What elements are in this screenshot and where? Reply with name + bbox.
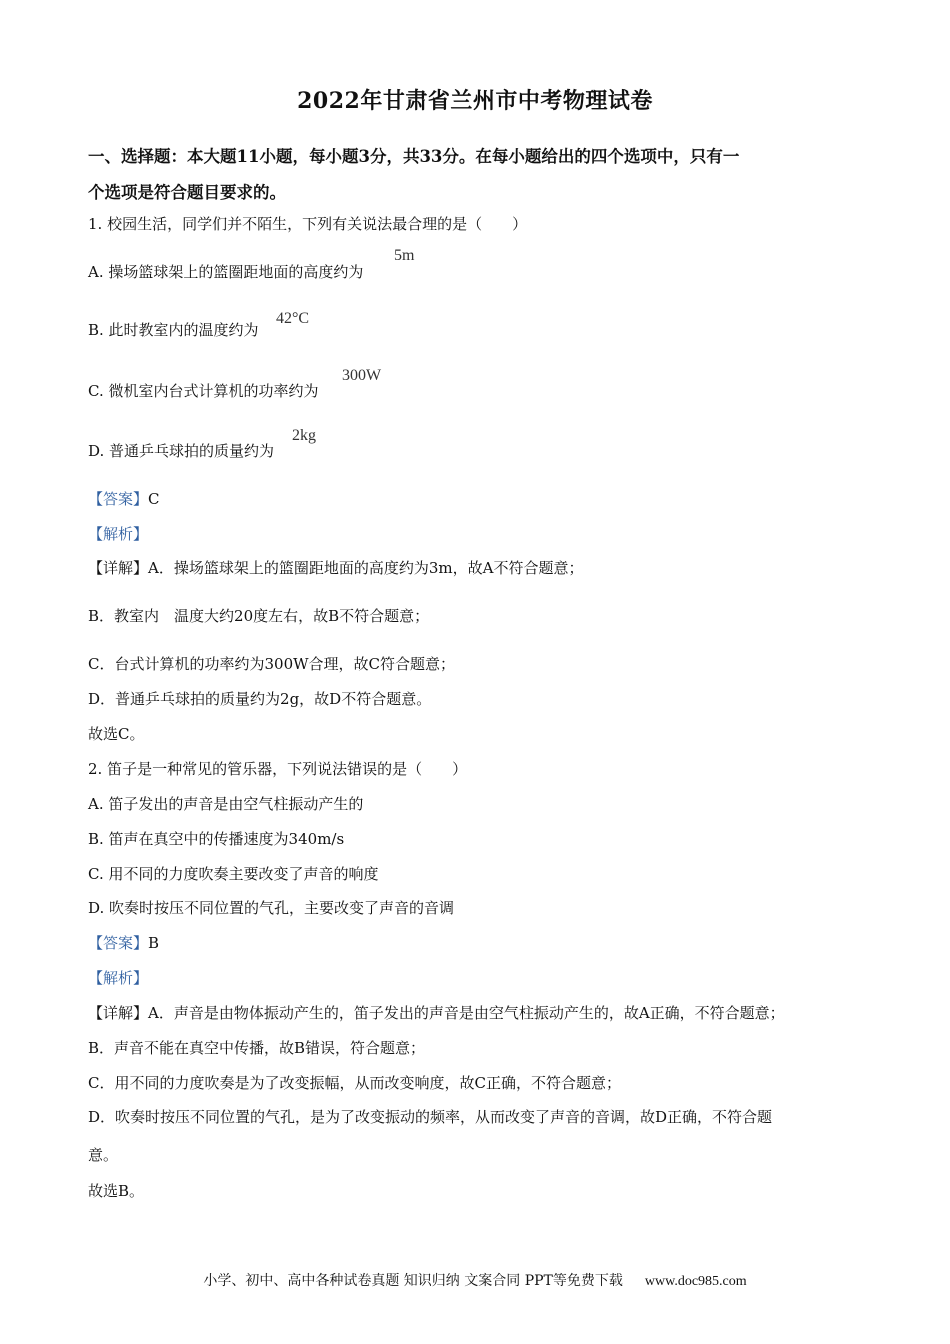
footer-url[interactable]: www.doc985.com (644, 1274, 747, 1289)
q1-detail-tag: 【详解】 (88, 559, 149, 577)
q2-detail-a (88, 1003, 785, 1023)
q2-detail-d: D．吹奏时按压不同位置的气孔，是为了改变振动的频率，从而改变了声音的音调，故D正确，不符合题 (88, 1108, 773, 1126)
q1-conclusion: 故选C。 (88, 725, 145, 743)
q1-option-d-text: D. 普通乒乓球拍的质量约为 (88, 442, 275, 460)
q2-option-c: C. 用不同的力度吹奏主要改变了声音的响度 (88, 865, 379, 883)
q2-detail-c: C．用不同的力度吹奏是为了改变振幅，从而改变响度，故C正确，不符合题意； (88, 1074, 621, 1092)
document-title: 2022年甘肃省兰州市中考物理试卷 (297, 88, 653, 114)
section-heading-line2: 个选项是符合题目要求的。 (88, 183, 286, 202)
q1-option-a-text: A. 操场篮球架上的篮圈距地面的高度约为 (88, 263, 364, 281)
q1-detail-b: B．教室内 温度大约20度左右，故B不符合题意； (88, 607, 430, 625)
q2-answer (88, 933, 159, 953)
question-1-stem: 1. 校园生活，同学们并不陌生，下列有关说法最合理的是（ ） (88, 215, 528, 233)
q1-detail-d: D．普通乒乓球拍的质量约为2g，故D不符合题意。 (88, 690, 432, 708)
q2-detail-d-continued: 意。 (88, 1146, 119, 1164)
q1-answer (88, 489, 160, 509)
q1-option-c-unit: 300W (342, 367, 382, 384)
q2-analysis-tag: 【解析】 (88, 969, 149, 987)
q1-option-a-unit: 5m (394, 247, 415, 264)
q1-option-a (88, 262, 363, 282)
q2-option-a: A. 笛子发出的声音是由空气柱振动产生的 (88, 795, 364, 813)
section-heading-line1: 一、选择题：本大题11小题，每小题3分，共33分。在每小题给出的四个选项中，只有一 (88, 147, 740, 166)
q1-answer-tag: 【答案】 (88, 490, 149, 508)
footer-text: 小学、初中、高中各种试卷真题 知识归纳 文案合同 PPT等免费下载 (203, 1273, 623, 1289)
q1-option-d (88, 441, 274, 461)
q1-detail-a (88, 558, 583, 578)
q1-option-c (88, 381, 318, 401)
q2-option-b: B. 笛声在真空中的传播速度为340m/s (88, 830, 345, 848)
q1-detail-a-text: A．操场篮球架上的篮圈距地面的高度约为3m，故A不符合题意； (148, 559, 584, 577)
q2-detail-tag: 【详解】 (88, 1004, 149, 1022)
q1-detail-c: C．台式计算机的功率约为300W合理，故C符合题意； (88, 655, 456, 673)
q1-option-c-text: C. 微机室内台式计算机的功率约为 (88, 382, 319, 400)
q2-option-d: D. 吹奏时按压不同位置的气孔，主要改变了声音的音调 (88, 899, 455, 917)
q2-answer-value: B (148, 934, 160, 952)
q2-answer-tag: 【答案】 (88, 934, 149, 952)
q1-option-b-text: B. 此时教室内的温度约为 (88, 321, 259, 339)
q1-option-b-unit: 42°C (276, 310, 310, 327)
q1-option-d-unit: 2kg (292, 427, 316, 444)
q1-option-b (88, 320, 259, 340)
page-footer (0, 1270, 950, 1290)
q2-conclusion: 故选B。 (88, 1182, 145, 1200)
question-2-stem: 2. 笛子是一种常见的管乐器，下列说法错误的是（ ） (88, 760, 468, 778)
q1-analysis-tag: 【解析】 (88, 525, 149, 543)
q2-detail-a-text: A．声音是由物体振动产生的，笛子发出的声音是由空气柱振动产生的，故A正确，不符合题意； (148, 1004, 785, 1022)
q1-answer-value: C (148, 490, 160, 508)
q2-detail-b: B．声音不能在真空中传播，故B错误，符合题意； (88, 1039, 426, 1057)
